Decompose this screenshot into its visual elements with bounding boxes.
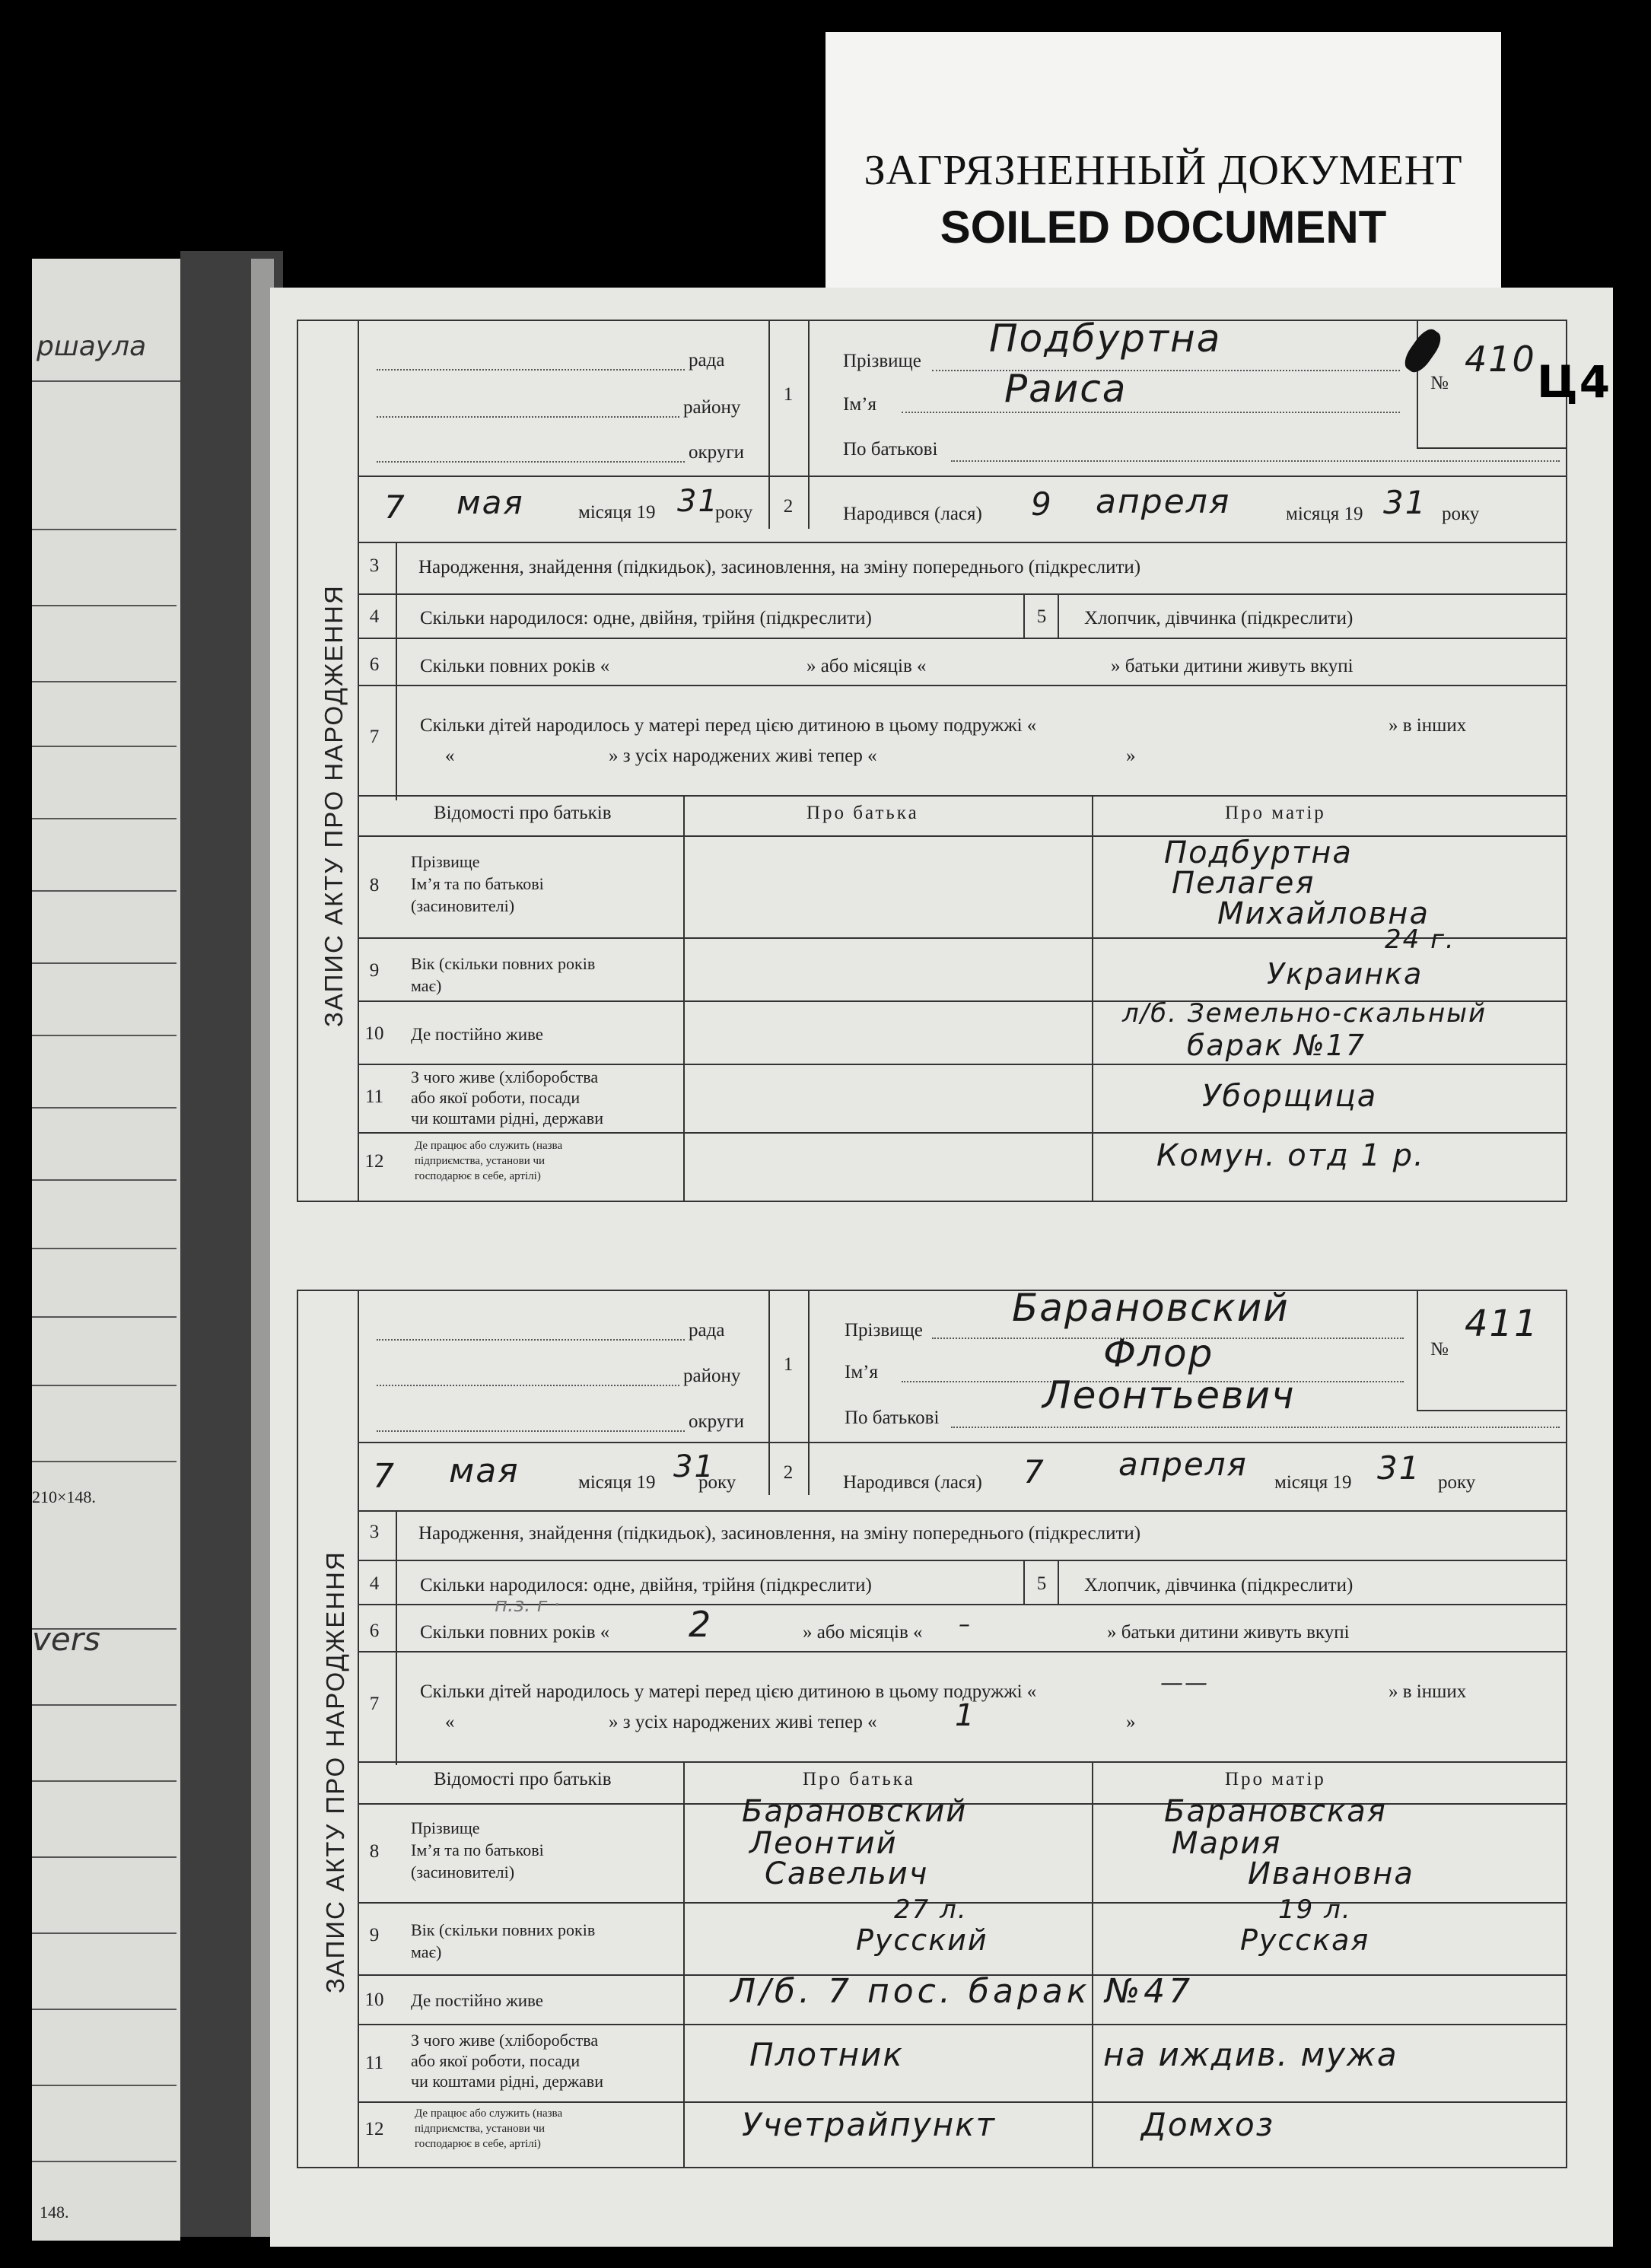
form-text: По батькові [845, 1408, 940, 1428]
form-text: 4 [369, 1573, 380, 1594]
form-text: 5 [1036, 606, 1047, 627]
record2-mother-work: Домхоз [1141, 2106, 1275, 2143]
form-text: місяця 19 [1286, 504, 1363, 524]
form-text: 12 [364, 1151, 384, 1172]
record1-mother-work: Комун. отд 1 р. [1156, 1138, 1425, 1173]
record2-number: 411 [1465, 1303, 1539, 1345]
rule-line [32, 380, 180, 382]
form-text: 11 [364, 2053, 384, 2073]
rule-line [1092, 795, 1093, 1201]
rule-line [377, 416, 679, 418]
rule-line [32, 2085, 177, 2086]
form-text: 5 [1036, 1573, 1047, 1594]
form-text: Прізвище Ім’я та по батькові (засиновителі) [411, 1818, 544, 1882]
record1-mother-nat: Украинка [1267, 957, 1424, 991]
form-text: Хлопчик, дівчинка (підкреслити) [1084, 608, 1354, 628]
form-text: » батьки дитини живуть вкупі [1111, 656, 1354, 676]
rule-line [377, 1430, 685, 1432]
rule-line [377, 461, 685, 463]
rule-line [297, 320, 1567, 321]
record1-reg-month: мая [456, 484, 524, 521]
rule-line [32, 1107, 177, 1109]
form-text: Прізвище [843, 351, 921, 371]
form-text: року [1442, 504, 1480, 524]
form-text: 1 [783, 384, 794, 405]
form-text: 3 [369, 1522, 380, 1542]
record2-father-work: Учетрайпункт [742, 2106, 997, 2143]
rule-line [358, 1442, 1567, 1443]
record1-surname: Подбуртна [989, 317, 1222, 361]
rule-line [358, 1290, 359, 2168]
rule-line [32, 962, 177, 964]
form-text: Про батька [806, 803, 919, 823]
rule-line [358, 1064, 1567, 1065]
rule-line [32, 605, 177, 606]
record2-children-this: —— [1160, 1670, 1209, 1697]
rule-line [377, 369, 685, 371]
form-text: 10 [364, 1023, 384, 1044]
record1-residence: л/б. Земельно-скальный [1122, 998, 1487, 1029]
rule-line [358, 320, 359, 1202]
form-text: Народження, знайдення (підкидьок), засиновлення, на зміну попереднього (підкреслити) [418, 557, 1141, 577]
form-text: 7 [369, 727, 380, 747]
rule-line [932, 370, 1400, 371]
form-text: Хлопчик, дівчинка (підкреслити) [1084, 1575, 1354, 1595]
rule-line [297, 2167, 1567, 2168]
rule-line [1566, 320, 1567, 1202]
form-text: 2 [783, 496, 794, 517]
form-text: » з усіх народжених живі тепер « [609, 746, 877, 766]
rule-line [358, 1510, 1567, 1512]
label-russian: ЗАГРЯЗНЕННЫЙ ДОКУМЕНТ [864, 147, 1463, 194]
label-english: SOILED DOCUMENT [940, 202, 1387, 253]
form-text: Скільки повних років « [420, 1622, 610, 1643]
form-text: » [1126, 1712, 1136, 1732]
rule-line [32, 1248, 177, 1249]
record2-mother-surname: Барановская [1164, 1794, 1387, 1829]
rule-line [377, 1385, 679, 1386]
record2-mother-name: Мария [1172, 1826, 1282, 1861]
form-text: Ім’я [843, 394, 876, 415]
form-text: 7 [369, 1694, 380, 1714]
rule-line [902, 412, 1400, 413]
rule-line [683, 1761, 685, 2168]
record1-mother-occ: Уборщица [1202, 1079, 1378, 1114]
form-text: Про батька [803, 1769, 915, 1789]
record1-residence2: барак №17 [1187, 1029, 1366, 1062]
left-scrawl: vers [32, 1621, 100, 1658]
record2-father-nat: Русский [856, 1923, 988, 1957]
rule-line [808, 320, 810, 529]
row8-label-2 [411, 1817, 544, 1883]
form-text: району [683, 1366, 741, 1386]
left-top-word: ршаула [37, 331, 147, 362]
rule-line [358, 593, 1567, 595]
rule-line [1023, 593, 1025, 638]
form-text: Скільки народилося: одне, двійня, трійня (підкреслити) [420, 608, 872, 628]
form-text: » батьки дитини живуть вкупі [1107, 1622, 1350, 1643]
rule-line [768, 1290, 770, 1495]
record2-father-surname: Барановский [742, 1794, 968, 1829]
record2-reg-month: мая [449, 1452, 520, 1490]
form-text: року [1438, 1472, 1476, 1493]
form-text: Відомості про батьків [434, 1769, 612, 1789]
record1-birth-day: 9 [1031, 485, 1053, 523]
form-text: Скільки народилося: одне, двійня, трійня (підкреслити) [420, 1575, 872, 1595]
form-text: З чого живе (хліборобства або якої роботи, посади чи коштами рідні, держави [411, 1067, 603, 1128]
form-text: » [1126, 746, 1136, 766]
form-text: 10 [364, 1990, 384, 2010]
rule-line [358, 795, 1567, 797]
form-text: 2 [783, 1462, 794, 1483]
form-text: року [715, 502, 753, 523]
form-text: рада [689, 350, 725, 371]
form-text: Де працює або служить (назва підприємства, установи чи господарює в себе, артілі) [415, 1140, 563, 1182]
rule-line [358, 476, 768, 477]
form-text: 1 [783, 1354, 794, 1375]
record2-years-together: 2 [689, 1604, 713, 1645]
record1-reg-year: 31 [677, 484, 719, 519]
rule-line [358, 835, 1567, 837]
rule-line [32, 1385, 177, 1386]
rule-line [396, 542, 397, 800]
rule-line [1417, 1290, 1418, 1411]
rule-line [808, 1290, 810, 1495]
soiled-document-label [826, 32, 1501, 289]
form-text: Де постійно живе [411, 1991, 543, 2010]
rule-line [1417, 447, 1566, 449]
form-text: » в інших [1389, 1681, 1467, 1702]
form-text: місяця 19 [578, 502, 656, 523]
rule-line [32, 818, 177, 819]
rule-line [32, 1780, 177, 1782]
form-text: округи [689, 1411, 744, 1432]
form-text: 8 [369, 875, 380, 895]
form-text: 3 [369, 555, 380, 576]
form-text: Народився (лася) [843, 1472, 982, 1493]
record2-birth-year: 31 [1377, 1449, 1421, 1487]
rule-line [768, 320, 770, 529]
record1-name: Раиса [1004, 367, 1128, 411]
form-text: рада [689, 1320, 725, 1341]
rule-line [1092, 1761, 1093, 2168]
record2-father-age: 27 л. [894, 1894, 968, 1925]
form-text: 11 [364, 1086, 384, 1107]
rule-line [768, 476, 1567, 477]
rule-line [358, 2024, 1567, 2025]
form-text: Скільки дітей народилось у матері перед цією дитиною в цьому подружжі « [420, 1681, 1037, 1702]
record1-mother-name: Пелагея [1172, 866, 1315, 901]
rule-line [297, 1290, 298, 2168]
form-text: місяця 19 [578, 1472, 656, 1493]
rule-line [358, 2101, 1567, 2103]
record2-mother-age: 19 л. [1278, 1894, 1352, 1925]
form-text: Про матір [1225, 803, 1326, 823]
record2-months-together: – [959, 1611, 972, 1638]
rule-line [32, 890, 177, 892]
rule-line [32, 1035, 177, 1036]
form-text: Вік (скільки повних років має) [411, 1920, 596, 1961]
form-text: округи [689, 442, 744, 463]
left-size-bottom: 148. [40, 2203, 69, 2222]
form-text: 12 [364, 2119, 384, 2139]
record1-birth-month: апреля [1096, 482, 1231, 521]
record1-reg-day: 7 [384, 488, 406, 526]
record2-mother-nat: Русская [1240, 1923, 1370, 1957]
form-text: » з усіх народжених живі тепер « [609, 1712, 877, 1732]
form-text: року [698, 1472, 736, 1493]
record2-surname: Барановский [1012, 1286, 1290, 1330]
rule-line [358, 685, 1567, 686]
form-text: Про матір [1225, 1769, 1326, 1789]
form-text: Прізвище [845, 1320, 923, 1341]
row8-label [411, 851, 544, 917]
rule-line [32, 2009, 177, 2010]
form-text: № [1430, 373, 1449, 393]
record1-mother-age: 24 г. [1385, 924, 1455, 955]
rule-line [32, 1932, 177, 1934]
side-title-2: ЗАПИС АКТУ ПРО НАРОДЖЕННЯ [321, 1551, 349, 1993]
rule-line [951, 1427, 1560, 1428]
left-size-mid: 210×148. [32, 1487, 96, 1506]
form-text: Відомості про батьків [434, 803, 612, 823]
rule-line [32, 529, 177, 530]
form-text: місяця 19 [1274, 1472, 1352, 1493]
rule-line [297, 320, 298, 1202]
form-text: » в інших [1389, 715, 1467, 736]
faint-overwriting: п.з. г · [495, 1594, 560, 1617]
record2-name: Флор [1103, 1331, 1214, 1376]
form-text: 6 [369, 1621, 380, 1641]
form-text: Вік (скільки повних років має) [411, 954, 596, 995]
form-text: 4 [369, 606, 380, 627]
rule-line [1023, 1560, 1025, 1604]
form-text: Де постійно живе [411, 1025, 543, 1044]
form-text: Прізвище Ім’я та по батькові (засиновителі) [411, 852, 544, 915]
form-text: Скільки повних років « [420, 656, 610, 676]
record2-reg-day: 7 [373, 1457, 396, 1496]
record1-birth-year: 31 [1383, 484, 1427, 521]
record2-birth-day: 7 [1023, 1453, 1045, 1490]
form-text: 9 [369, 1925, 380, 1945]
record1-mother-surname: Подбуртна [1164, 835, 1353, 870]
record2-alive: 1 [955, 1698, 976, 1733]
record1-number: 410 [1465, 339, 1536, 380]
record1-mark: Ц4 [1537, 356, 1612, 408]
record2-mother-patr: Ивановна [1248, 1856, 1414, 1891]
form-text: З чого живе (хліборобства або якої роботи, посади чи коштами рідні, держави [411, 2031, 603, 2091]
rule-line [683, 795, 685, 1201]
rule-line [358, 638, 1567, 639]
rule-line [1566, 1290, 1567, 2168]
side-title: ЗАПИС АКТУ ПРО НАРОДЖЕННЯ [320, 584, 348, 1027]
form-text: Народився (лася) [843, 504, 982, 524]
rule-line [358, 1761, 1567, 1763]
record2-residence: Л/б. 7 пос. барак №47 [730, 1972, 1195, 2011]
left-page [32, 259, 180, 2241]
form-text: Ім’я [845, 1362, 878, 1382]
form-text: » або місяців « [803, 1622, 923, 1643]
rule-line [396, 1510, 397, 1765]
record2-patronymic: Леонтьевич [1042, 1373, 1296, 1417]
rule-line [358, 1132, 1567, 1134]
record2-reg-year: 31 [673, 1449, 715, 1484]
rule-line [32, 1856, 177, 1858]
rule-line [32, 746, 177, 747]
rule-line [1417, 1410, 1566, 1411]
record2-mother-occ: на иждив. мужа [1103, 2036, 1398, 2073]
rule-line [32, 2161, 177, 2162]
rule-line [377, 1339, 685, 1341]
record2-father-patr: Савельич [765, 1856, 929, 1891]
rule-line [297, 1290, 1567, 1291]
rule-line [358, 542, 1567, 543]
form-text: » або місяців « [806, 656, 927, 676]
rule-line [358, 1560, 1567, 1561]
rule-line [32, 681, 177, 682]
form-text: 9 [369, 960, 380, 981]
record2-birth-month: апреля [1118, 1446, 1248, 1483]
form-text: Де працює або служить (назва підприємства, установи чи господарює в себе, артілі) [415, 2107, 563, 2150]
rule-line [1058, 593, 1059, 638]
record1-mother-patr: Михайловна [1217, 896, 1430, 931]
rule-line [32, 1316, 177, 1318]
rule-line [32, 1704, 177, 1706]
form-text: 8 [369, 1841, 380, 1862]
rule-line [32, 1179, 177, 1181]
record2-father-occ: Плотник [749, 2036, 904, 2073]
form-text: Народження, знайдення (підкидьок), засиновлення, на зміну попереднього (підкреслити) [418, 1523, 1141, 1544]
form-text: 6 [369, 654, 380, 675]
record2-father-name: Леонтий [749, 1826, 898, 1861]
form-text: По батькові [843, 439, 938, 460]
rule-line [951, 460, 1560, 462]
form-text: Скільки дітей народилось у матері перед цією дитиною в цьому подружжі « [420, 715, 1037, 736]
form-text: району [683, 397, 741, 418]
form-text: « [445, 1712, 455, 1732]
rule-line [1058, 1560, 1059, 1604]
rule-line [358, 1651, 1567, 1652]
form-text: № [1430, 1339, 1449, 1360]
rule-line [32, 1461, 177, 1462]
form-text: « [445, 746, 455, 766]
rule-line [297, 1201, 1567, 1202]
